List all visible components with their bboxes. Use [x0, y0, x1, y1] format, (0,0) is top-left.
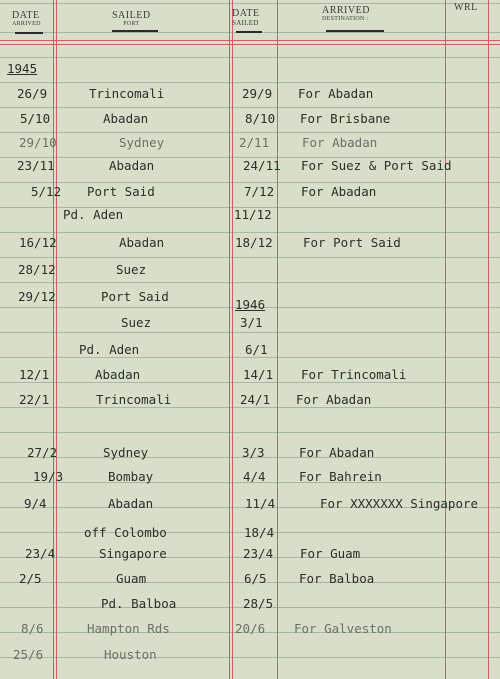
- row-destination: For Abadan: [299, 445, 375, 460]
- header-date-sub: ARRIVED: [12, 21, 41, 27]
- row-date-arrived: 2/5: [19, 571, 42, 586]
- row-port: Suez: [116, 262, 147, 277]
- header-sailed-label: SAILED: [112, 10, 151, 21]
- row-port: Abadan: [119, 235, 165, 250]
- row-destination: For Abadan: [296, 392, 372, 407]
- header-underline: [236, 31, 262, 33]
- row-destination: For Abadan: [298, 86, 374, 101]
- row-date-arrived: 5/10: [20, 111, 51, 126]
- row-destination: For Port Said: [303, 235, 401, 250]
- year-1945: 1945: [7, 61, 38, 76]
- header-date-arrived: [12, 10, 41, 27]
- row-date-arrived: 22/1: [19, 392, 50, 407]
- row-date-arrived: 8/6: [21, 621, 44, 636]
- row-date-sailed: 28/5: [243, 596, 274, 611]
- row-date-sailed: 7/12: [244, 184, 275, 199]
- row-port: Pd. Aden: [79, 342, 140, 357]
- row-port: Abadan: [109, 158, 155, 173]
- row-date-arrived: 29/12: [18, 289, 56, 304]
- row-destination: For Guam: [300, 546, 361, 561]
- row-date-arrived: 19/3: [33, 469, 64, 484]
- row-port: Singapore: [99, 546, 167, 561]
- row-destination: For Brisbane: [300, 111, 391, 126]
- row-date-sailed: 6/5: [244, 571, 267, 586]
- row-destination: For XXXXXXX Singapore: [320, 496, 479, 511]
- row-date-sailed: 24/11: [243, 158, 281, 173]
- row-date-arrived: 28/12: [18, 262, 56, 277]
- header-underline: [15, 32, 43, 34]
- column-rule-date-sailed: [277, 0, 278, 679]
- row-destination: For Trincomali: [301, 367, 407, 382]
- row-date-arrived: 12/1: [19, 367, 50, 382]
- row-date-arrived: 29/10: [19, 135, 57, 150]
- row-date-sailed: 2/11: [239, 135, 270, 150]
- row-date-sailed: 8/10: [245, 111, 276, 126]
- row-port: Houston: [104, 647, 157, 662]
- row-date-arrived: 23/4: [25, 546, 56, 561]
- row-destination: For Bahrein: [299, 469, 382, 484]
- header-sailed-sub: PORT: [123, 21, 140, 27]
- row-destination: For Suez & Port Said: [301, 158, 452, 173]
- header-rule: [0, 40, 500, 41]
- row-date-sailed: 6/1: [245, 342, 268, 357]
- header-date2-label: DATE: [232, 8, 260, 19]
- row-date-sailed: 18/12: [235, 235, 273, 250]
- row-date-arrived: 23/11: [17, 158, 55, 173]
- row-date-sailed: 20/6: [235, 621, 266, 636]
- row-destination: For Abadan: [301, 184, 377, 199]
- row-port: Trincomali: [89, 86, 165, 101]
- row-date-sailed: 18/4: [244, 525, 275, 540]
- header-arrived-sub: DESTINATION :: [322, 16, 369, 22]
- column-rule-port: [229, 0, 230, 679]
- column-rule-arrived: [53, 0, 54, 679]
- row-date-sailed: 4/4: [243, 469, 266, 484]
- row-date-arrived: 5/12: [31, 184, 62, 199]
- row-date-sailed: 11/4: [245, 496, 276, 511]
- row-date-sailed: 3/3: [242, 445, 265, 460]
- row-port: Sydney: [103, 445, 149, 460]
- row-date-sailed: 23/4: [243, 546, 274, 561]
- header-date2-sub: SAILED: [232, 19, 259, 27]
- row-destination: For Galveston: [294, 621, 392, 636]
- header-arrived-destination: [322, 5, 370, 22]
- row-port: Bombay: [108, 469, 154, 484]
- row-date-arrived: 9/4: [24, 496, 47, 511]
- row-date-sailed: 14/1: [243, 367, 274, 382]
- year-1946: 1946: [235, 297, 266, 312]
- row-port: Abadan: [108, 496, 154, 511]
- row-port: Suez: [121, 315, 152, 330]
- row-date-sailed: 3/1: [240, 315, 263, 330]
- row-port: Hampton Rds: [87, 621, 170, 636]
- column-rule-wrl: [488, 0, 489, 679]
- row-port: Port Said: [87, 184, 155, 199]
- row-destination: For Abadan: [302, 135, 378, 150]
- header-underline: [326, 30, 384, 32]
- row-port: Pd. Balboa: [101, 596, 177, 611]
- row-date-arrived: 27/2: [27, 445, 58, 460]
- header-sailed-port: [112, 10, 151, 27]
- header-date-sailed: [232, 8, 260, 27]
- header-arrived-label: ARRIVED: [322, 5, 370, 16]
- row-port: off Colombo: [84, 525, 167, 540]
- row-date-sailed: 29/9: [242, 86, 273, 101]
- column-rule-destination: [445, 0, 446, 679]
- row-date-arrived: 16/12: [19, 235, 57, 250]
- row-port: Pd. Aden: [63, 207, 124, 222]
- header-wrl: WRL: [454, 2, 478, 13]
- row-port: Trincomali: [96, 392, 172, 407]
- header-date-label: DATE: [12, 10, 40, 21]
- header-underline: [112, 30, 158, 32]
- row-port: Port Said: [101, 289, 169, 304]
- row-destination: For Balboa: [299, 571, 375, 586]
- row-date-sailed: 11/12: [234, 207, 272, 222]
- row-port: Abadan: [103, 111, 149, 126]
- row-date-arrived: 25/6: [13, 647, 44, 662]
- row-port: Sydney: [119, 135, 165, 150]
- header-rule-second: [0, 44, 500, 45]
- row-port: Guam: [116, 571, 147, 586]
- row-date-arrived: 26/9: [17, 86, 48, 101]
- row-port: Abadan: [95, 367, 141, 382]
- row-date-sailed: 24/1: [240, 392, 271, 407]
